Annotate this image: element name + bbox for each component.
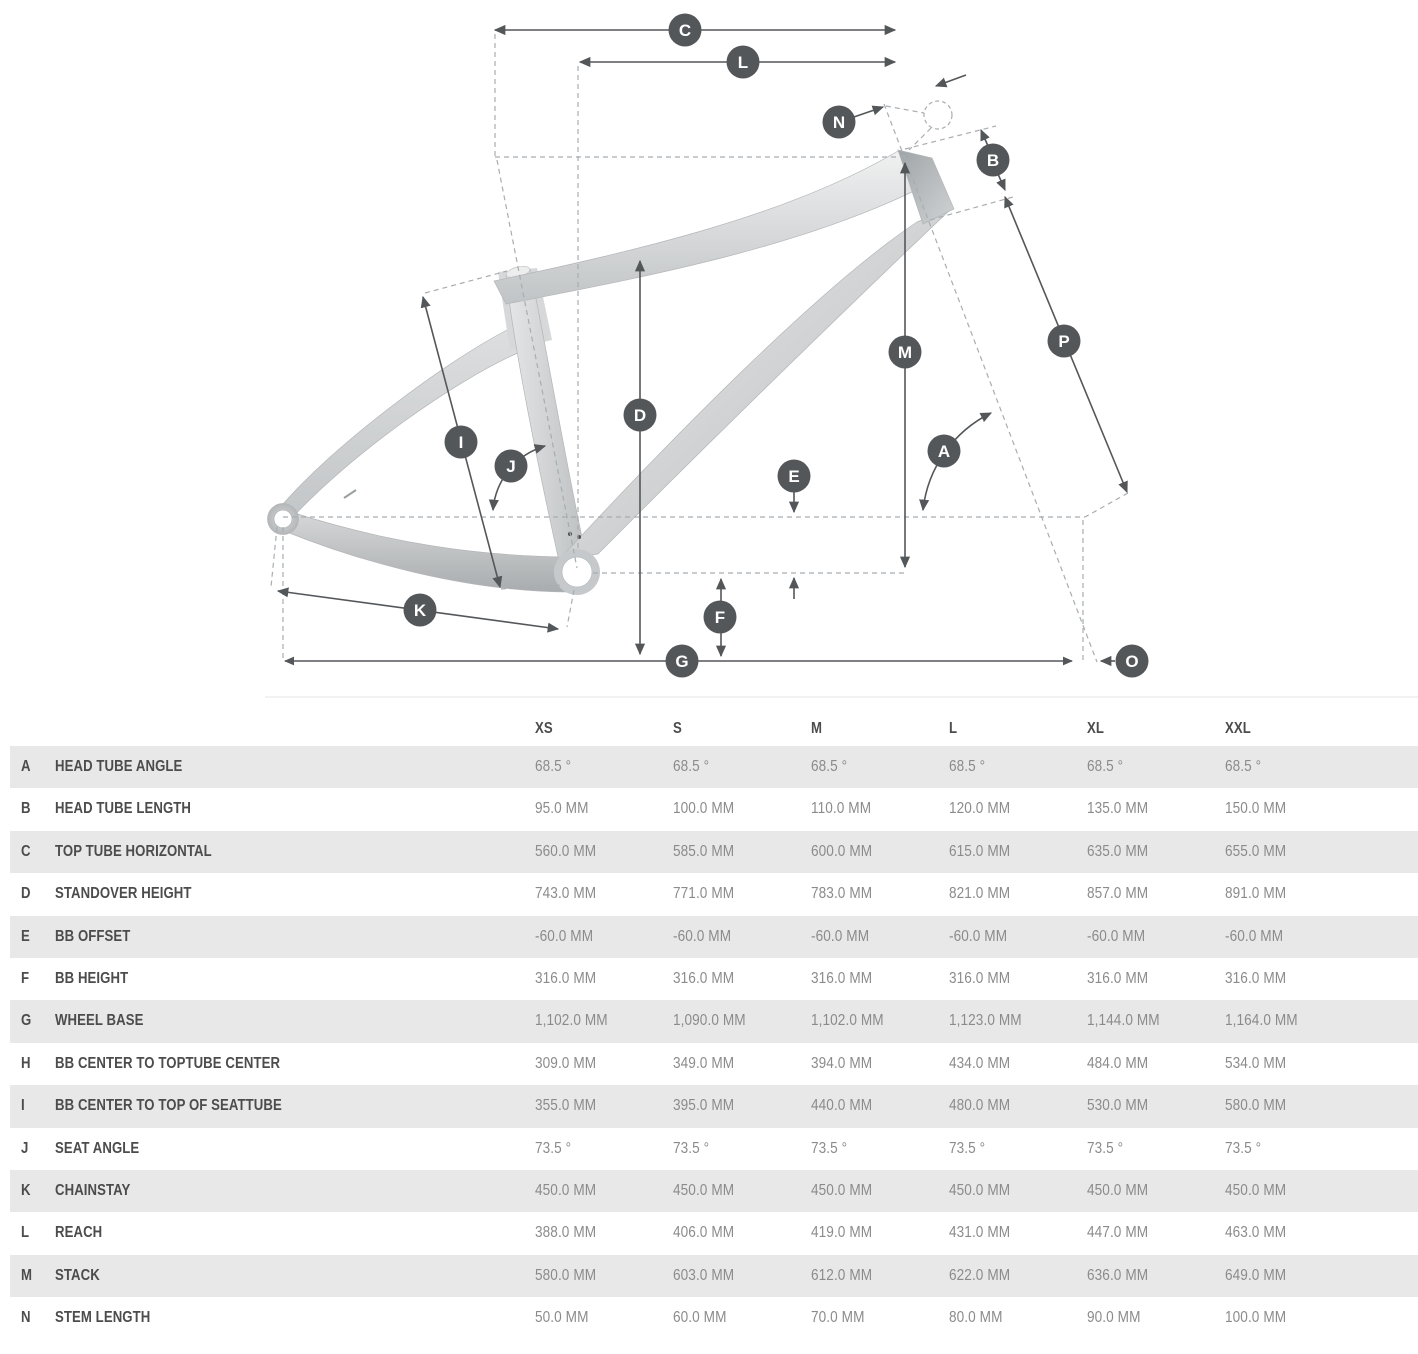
- row-label-text: BB CENTER TO TOPTUBE CENTER: [55, 1054, 281, 1072]
- row-key: [21, 873, 32, 915]
- row-label: [55, 916, 144, 958]
- row-key: [21, 1170, 32, 1212]
- row-label: [55, 1212, 111, 1254]
- dim-headtube-lower: [998, 174, 1005, 190]
- cell-value: [535, 873, 607, 915]
- cell-value: [1225, 1170, 1297, 1212]
- cell-value: [673, 1170, 745, 1212]
- cell-value: [673, 788, 745, 830]
- row-key: [21, 1255, 34, 1297]
- marker-G: [666, 645, 699, 678]
- cell-value-text: 349.0 MM: [673, 1054, 735, 1072]
- cell-value: [949, 1212, 1021, 1254]
- row-label-text: BB OFFSET: [55, 927, 131, 945]
- cell-value-text: 440.0 MM: [811, 1097, 873, 1115]
- cell-value: [949, 1043, 1021, 1085]
- cell-value-text: 580.0 MM: [1225, 1097, 1287, 1115]
- cell-value-text: 68.5 °: [535, 758, 572, 775]
- cell-value: [1087, 1043, 1159, 1085]
- cell-value-text: 68.5 °: [949, 758, 986, 775]
- row-key-text: B: [21, 800, 31, 818]
- cell-value-text: 73.5 °: [811, 1139, 848, 1157]
- marker-A: [928, 435, 961, 468]
- column-header-m: M: [811, 720, 823, 737]
- cell-value-text: 150.0 MM: [1225, 800, 1287, 818]
- row-label-text: STACK: [55, 1266, 100, 1284]
- cell-value-text: 450.0 MM: [949, 1181, 1011, 1199]
- svg-text:L: L: [737, 53, 749, 72]
- dim-stem: [851, 107, 883, 118]
- cell-value: [1225, 788, 1297, 830]
- cell-value: [1087, 1000, 1172, 1042]
- cell-value-text: 135.0 MM: [1087, 800, 1149, 818]
- row-key-text: I: [21, 1097, 25, 1115]
- cell-value-text: 316.0 MM: [811, 969, 873, 987]
- marker-E: [778, 460, 811, 493]
- svg-text:O: O: [1125, 652, 1139, 671]
- table-row: [10, 958, 1418, 1000]
- row-label: [55, 1170, 144, 1212]
- seatstay-brake-mount: [344, 490, 356, 498]
- cell-value-text: -60.0 MM: [949, 927, 1008, 945]
- row-key: [21, 916, 31, 958]
- cell-value: [535, 1255, 607, 1297]
- cell-value: [1087, 1170, 1159, 1212]
- cell-value-text: 419.0 MM: [811, 1224, 873, 1242]
- cell-value-text: 309.0 MM: [535, 1054, 597, 1072]
- cell-value-text: 771.0 MM: [673, 885, 735, 903]
- marker-M: [889, 336, 922, 369]
- cell-value: [1087, 958, 1159, 1000]
- cell-value-text: 655.0 MM: [1225, 842, 1287, 860]
- dim-headtube-upper: [981, 130, 988, 146]
- cell-value-text: 821.0 MM: [949, 885, 1011, 903]
- chain-stays: [282, 511, 571, 592]
- handlebar-circle: [924, 101, 952, 129]
- seat-stays: [283, 330, 520, 519]
- cell-value-text: 316.0 MM: [949, 969, 1011, 987]
- marker-D: [624, 399, 657, 432]
- cell-value-text: 316.0 MM: [673, 969, 735, 987]
- row-label-text: HEAD TUBE LENGTH: [55, 800, 192, 818]
- table-row: [10, 916, 1418, 958]
- cell-value-text: 484.0 MM: [1087, 1054, 1149, 1072]
- cell-value-text: -60.0 MM: [535, 927, 594, 945]
- row-key-text: N: [21, 1309, 31, 1327]
- cell-value: [673, 1000, 758, 1042]
- cell-value-text: 73.5 °: [673, 1139, 710, 1157]
- row-label-text: HEAD TUBE ANGLE: [55, 758, 183, 775]
- cell-value: [535, 1212, 607, 1254]
- row-key: [21, 958, 31, 1000]
- column-header-s: S: [673, 720, 682, 737]
- column-header-xl: XL: [1087, 720, 1105, 737]
- cell-value: [811, 1170, 883, 1212]
- cell-value-text: 70.0 MM: [811, 1309, 865, 1327]
- cell-value-text: 635.0 MM: [1087, 842, 1149, 860]
- cell-value-text: 783.0 MM: [811, 885, 873, 903]
- cell-value: [1087, 1212, 1159, 1254]
- rear-axle-hole: [274, 510, 292, 528]
- cell-value: [1225, 873, 1297, 915]
- cell-value-text: 100.0 MM: [673, 800, 735, 818]
- cell-value-text: 316.0 MM: [535, 969, 597, 987]
- marker-L: [727, 46, 760, 79]
- cell-value: [535, 1170, 607, 1212]
- table-row: [10, 873, 1418, 915]
- cell-value-text: 60.0 MM: [673, 1309, 727, 1327]
- marker-I: [445, 426, 478, 459]
- row-label: [55, 958, 141, 1000]
- table-row: [10, 1000, 1418, 1042]
- table-row: [10, 1043, 1418, 1085]
- row-label-text: TOP TUBE HORIZONTAL: [55, 842, 212, 860]
- row-key: [21, 1085, 25, 1127]
- cell-value-text: 50.0 MM: [535, 1309, 589, 1327]
- svg-text:F: F: [714, 608, 726, 627]
- row-label: [55, 746, 205, 788]
- table-row: [10, 1085, 1418, 1127]
- marker-C: [669, 14, 702, 47]
- cell-value: [949, 916, 1017, 958]
- row-key: [21, 788, 32, 830]
- marker-N: [823, 106, 856, 139]
- row-key: [21, 746, 32, 788]
- cell-value: [1225, 1255, 1297, 1297]
- cell-value-text: 615.0 MM: [949, 842, 1011, 860]
- row-label: [55, 873, 216, 915]
- row-key-text: F: [21, 969, 30, 987]
- cell-value-text: 80.0 MM: [949, 1309, 1003, 1327]
- cell-value-text: -60.0 MM: [811, 927, 870, 945]
- bike-frame-render: [268, 150, 955, 595]
- cell-value: [811, 958, 883, 1000]
- cell-value-text: 891.0 MM: [1225, 885, 1287, 903]
- cell-value-text: 480.0 MM: [949, 1097, 1011, 1115]
- row-label-text: CHAINSTAY: [55, 1181, 131, 1199]
- marker-O: [1116, 645, 1149, 678]
- svg-text:M: M: [897, 343, 913, 362]
- cell-value: [535, 746, 578, 788]
- row-key-text: C: [21, 842, 31, 860]
- cell-value: [535, 958, 607, 1000]
- cell-value: [811, 873, 883, 915]
- cell-value: [1225, 1297, 1297, 1339]
- cell-value-text: 1,123.0 MM: [949, 1012, 1022, 1030]
- cell-value: [673, 746, 716, 788]
- cell-value: [949, 746, 992, 788]
- svg-text:I: I: [458, 433, 464, 452]
- cell-value: [1087, 831, 1159, 873]
- row-label-text: SEAT ANGLE: [55, 1139, 140, 1157]
- marker-J: [495, 450, 528, 483]
- table-row: [10, 1128, 1418, 1170]
- cell-value-text: 1,090.0 MM: [673, 1012, 746, 1030]
- geometry-table: [0, 711, 1418, 1339]
- cell-value: [949, 873, 1021, 915]
- size-header-row: [0, 711, 1418, 746]
- cell-value-text: 90.0 MM: [1087, 1309, 1141, 1327]
- cell-value-text: 434.0 MM: [949, 1054, 1011, 1072]
- cell-value-text: 649.0 MM: [1225, 1266, 1287, 1284]
- cell-value-text: 463.0 MM: [1225, 1224, 1287, 1242]
- cell-value: [673, 1212, 745, 1254]
- column-header-l: L: [949, 720, 958, 737]
- marker-F: [704, 601, 737, 634]
- cell-value-text: 1,144.0 MM: [1087, 1012, 1160, 1030]
- cell-value-text: 450.0 MM: [673, 1181, 735, 1199]
- cell-value: [949, 1255, 1021, 1297]
- cell-value-text: -60.0 MM: [1087, 927, 1146, 945]
- row-key: [21, 1000, 33, 1042]
- row-key-text: G: [21, 1012, 32, 1030]
- svg-text:D: D: [633, 406, 647, 425]
- svg-text:E: E: [788, 467, 800, 486]
- cell-value-text: 355.0 MM: [535, 1097, 597, 1115]
- cell-value-text: 68.5 °: [673, 758, 710, 775]
- cell-value-text: 68.5 °: [1225, 758, 1262, 775]
- row-key: [21, 1043, 32, 1085]
- cell-value-text: 636.0 MM: [1087, 1266, 1149, 1284]
- cell-value: [673, 958, 745, 1000]
- row-key-text: A: [21, 758, 31, 775]
- cell-value-text: 394.0 MM: [811, 1054, 873, 1072]
- cell-value-text: 1,102.0 MM: [535, 1012, 608, 1030]
- cell-value: [1087, 916, 1155, 958]
- cell-value-text: 450.0 MM: [1225, 1181, 1287, 1199]
- cell-value-text: 585.0 MM: [673, 842, 735, 860]
- row-key-text: J: [21, 1139, 29, 1157]
- cell-value-text: 612.0 MM: [811, 1266, 873, 1284]
- column-header-xs: XS: [535, 720, 553, 737]
- cell-value: [535, 1128, 578, 1170]
- cell-value-text: -60.0 MM: [1225, 927, 1284, 945]
- row-label: [55, 1297, 167, 1339]
- svg-text:A: A: [937, 442, 951, 461]
- cell-value: [949, 831, 1021, 873]
- row-key: [21, 1297, 32, 1339]
- cell-value: [673, 1297, 736, 1339]
- cell-value: [811, 1085, 883, 1127]
- column-header-xxl: XXL: [1225, 720, 1251, 737]
- cell-value-text: 1,102.0 MM: [811, 1012, 884, 1030]
- row-key: [21, 1212, 31, 1254]
- cell-value-text: 95.0 MM: [535, 800, 589, 818]
- table-row: [10, 788, 1418, 830]
- svg-text:N: N: [832, 113, 846, 132]
- cell-value-text: 73.5 °: [1225, 1139, 1262, 1157]
- cell-value-text: 580.0 MM: [535, 1266, 597, 1284]
- cell-value: [1087, 873, 1159, 915]
- bb-hole: [562, 557, 592, 587]
- cell-value: [535, 831, 607, 873]
- cell-value: [673, 873, 745, 915]
- cell-value-text: 110.0 MM: [811, 800, 872, 818]
- cell-value: [535, 916, 603, 958]
- cell-value: [949, 1170, 1021, 1212]
- cell-value-text: 450.0 MM: [535, 1181, 597, 1199]
- table-body: [0, 746, 1418, 1339]
- cell-value: [1225, 1000, 1310, 1042]
- cell-value: [673, 916, 741, 958]
- cell-value: [1087, 1255, 1159, 1297]
- row-label: [55, 1255, 108, 1297]
- cell-value: [535, 1000, 620, 1042]
- cell-value: [535, 1085, 607, 1127]
- cell-value: [1087, 1297, 1150, 1339]
- cell-value: [673, 1085, 745, 1127]
- cell-value: [1225, 1128, 1268, 1170]
- table-row: [10, 1297, 1418, 1339]
- seat-axis-line: [497, 160, 577, 568]
- cell-value: [1225, 1085, 1297, 1127]
- cell-value: [1087, 746, 1130, 788]
- cell-value: [811, 1128, 854, 1170]
- table-row: [10, 1255, 1418, 1297]
- cell-value-text: 73.5 °: [535, 1139, 572, 1157]
- cell-value-text: -60.0 MM: [673, 927, 732, 945]
- cell-value: [949, 788, 1021, 830]
- row-key-text: D: [21, 885, 31, 903]
- marker-B: [977, 144, 1010, 177]
- cell-value-text: 603.0 MM: [673, 1266, 735, 1284]
- cell-value-text: 450.0 MM: [1087, 1181, 1149, 1199]
- row-label: [55, 1000, 159, 1042]
- svg-text:P: P: [1058, 332, 1070, 351]
- cell-value: [811, 1212, 883, 1254]
- row-label-text: STEM LENGTH: [55, 1309, 151, 1327]
- row-label: [55, 1085, 322, 1127]
- svg-text:C: C: [678, 21, 692, 40]
- cell-value: [811, 746, 854, 788]
- cell-value: [949, 1085, 1021, 1127]
- cell-value: [1225, 916, 1293, 958]
- row-key-text: L: [21, 1224, 30, 1242]
- cell-value-text: 450.0 MM: [811, 1181, 873, 1199]
- cell-value: [1087, 788, 1159, 830]
- svg-text:J: J: [506, 457, 516, 476]
- dim-spacer-arrow: [936, 75, 966, 86]
- cell-value: [949, 958, 1021, 1000]
- row-key-text: M: [21, 1266, 33, 1284]
- cell-value-text: 1,164.0 MM: [1225, 1012, 1298, 1030]
- cell-value-text: 68.5 °: [811, 758, 848, 775]
- row-label: [55, 1128, 154, 1170]
- row-label-text: BB CENTER TO TOP OF SEATTUBE: [55, 1097, 282, 1115]
- svg-text:K: K: [413, 601, 427, 620]
- cell-value: [811, 1255, 883, 1297]
- row-label: [55, 831, 239, 873]
- cell-value: [535, 788, 598, 830]
- cell-value: [673, 1128, 716, 1170]
- cell-value: [811, 916, 879, 958]
- cell-value-text: 447.0 MM: [1087, 1224, 1149, 1242]
- cell-value: [811, 1043, 883, 1085]
- cell-value-text: 743.0 MM: [535, 885, 597, 903]
- cell-value-text: 530.0 MM: [1087, 1097, 1149, 1115]
- row-label-text: REACH: [55, 1224, 103, 1242]
- cell-value-text: 857.0 MM: [1087, 885, 1149, 903]
- row-key-text: E: [21, 927, 30, 945]
- table-row: [10, 1170, 1418, 1212]
- cell-value: [535, 1297, 598, 1339]
- cell-value: [1087, 1128, 1130, 1170]
- cell-value-text: 316.0 MM: [1087, 969, 1149, 987]
- cell-value-text: 73.5 °: [949, 1139, 986, 1157]
- cell-value: [949, 1000, 1034, 1042]
- svg-text:G: G: [675, 652, 689, 671]
- cell-value-text: 388.0 MM: [535, 1224, 597, 1242]
- row-key-text: H: [21, 1054, 31, 1072]
- cell-value: [949, 1297, 1012, 1339]
- cell-value: [1225, 1212, 1297, 1254]
- marker-P: [1048, 325, 1081, 358]
- cell-value-text: 100.0 MM: [1225, 1309, 1287, 1327]
- cell-value-text: 431.0 MM: [949, 1224, 1011, 1242]
- cell-value-text: 395.0 MM: [673, 1097, 735, 1115]
- cell-value-text: 316.0 MM: [1225, 969, 1287, 987]
- cell-value: [811, 788, 882, 830]
- row-label-text: STANDOVER HEIGHT: [55, 885, 192, 903]
- cell-value-text: 68.5 °: [1087, 758, 1124, 775]
- cell-value: [1225, 958, 1297, 1000]
- cell-value: [1225, 1043, 1297, 1085]
- cell-value-text: 560.0 MM: [535, 842, 597, 860]
- svg-text:B: B: [986, 151, 1000, 170]
- row-label: [55, 788, 215, 830]
- cell-value-text: 120.0 MM: [949, 800, 1011, 818]
- cell-value: [811, 1297, 874, 1339]
- cell-value: [1225, 831, 1297, 873]
- cell-value: [673, 1255, 745, 1297]
- table-row: [10, 746, 1418, 788]
- table-row: [10, 1212, 1418, 1254]
- cell-value: [1087, 1085, 1159, 1127]
- cell-value: [949, 1128, 992, 1170]
- table-row: [10, 831, 1418, 873]
- row-key: [21, 1128, 30, 1170]
- row-label-text: WHEEL BASE: [55, 1012, 144, 1030]
- row-key: [21, 831, 32, 873]
- cell-value-text: 406.0 MM: [673, 1224, 735, 1242]
- cell-value: [673, 831, 745, 873]
- cell-value: [535, 1043, 607, 1085]
- cell-value: [811, 1000, 896, 1042]
- cell-value: [673, 1043, 745, 1085]
- cell-value-text: 622.0 MM: [949, 1266, 1011, 1284]
- cell-value-text: 73.5 °: [1087, 1139, 1124, 1157]
- marker-K: [404, 594, 437, 627]
- cell-value: [1225, 746, 1268, 788]
- cell-value: [811, 831, 883, 873]
- cell-value-text: 600.0 MM: [811, 842, 873, 860]
- cell-value-text: 534.0 MM: [1225, 1054, 1287, 1072]
- row-label: [55, 1043, 320, 1085]
- row-label-text: BB HEIGHT: [55, 969, 129, 987]
- row-key-text: K: [21, 1181, 31, 1199]
